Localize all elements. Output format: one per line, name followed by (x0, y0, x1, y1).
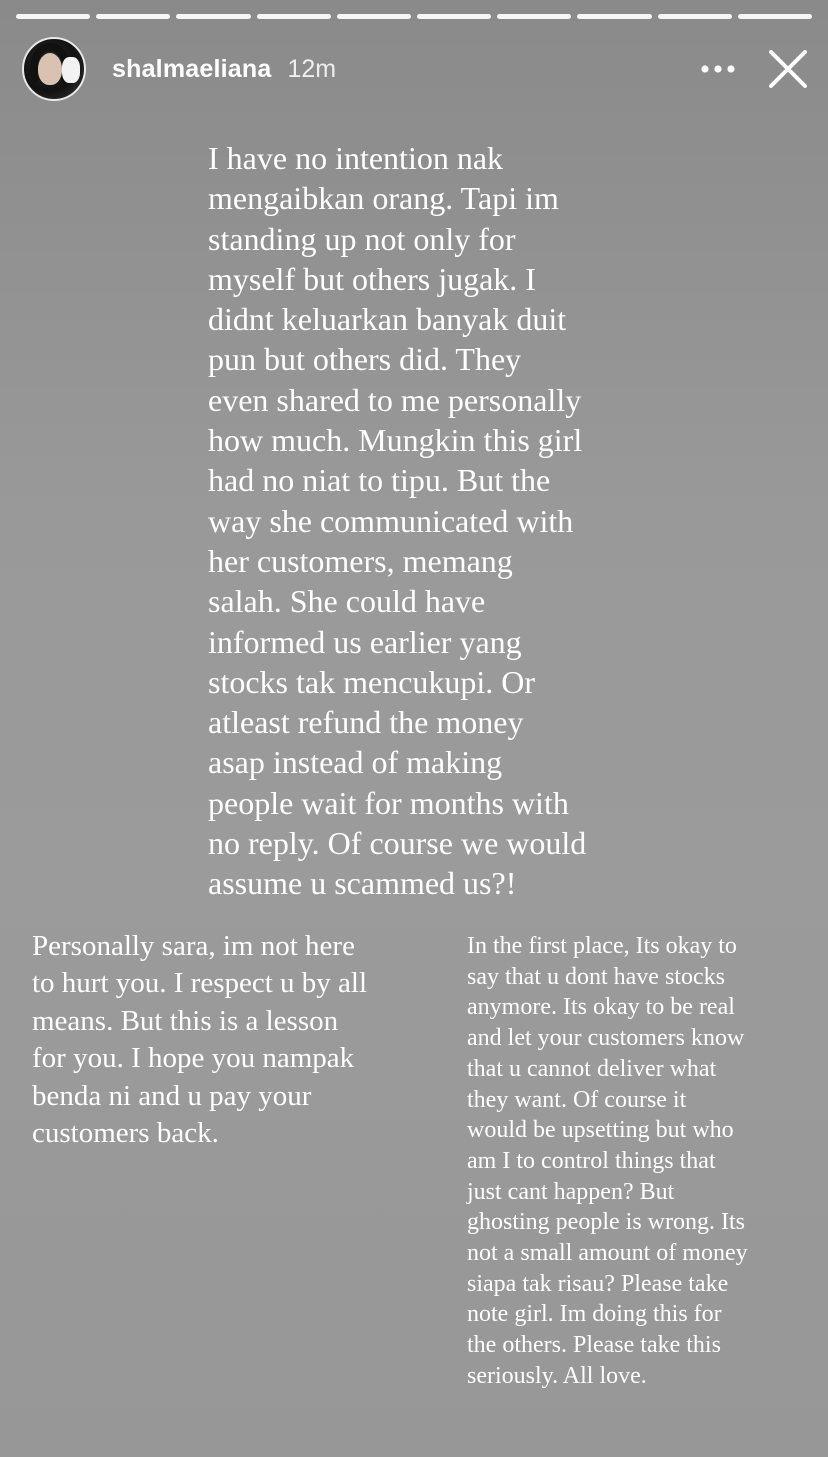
story-text-right: In the first place, Its okay to say that u dont have stocks anymore. Its okay to be real and let your customers know that u cannot deliver what they want. Of course it would be upsetting but who am I to control things that just cant happen? But ghosting people is wrong. Its not a small amount of money siapa tak risau? Please take note girl. Im doing this for the others. Please take this seriously. All love. (467, 933, 748, 1389)
progress-segment (577, 14, 651, 19)
avatar-face (38, 53, 62, 85)
progress-segment (658, 14, 732, 19)
more-options-button[interactable] (694, 45, 742, 93)
story-header (22, 36, 812, 102)
story-text-left: Personally sara, im not here to hurt you. I respect u by all means. But this is a lesson for you. I hope you nampak benda ni and u pay your customers back. (32, 930, 368, 1150)
timestamp: 12m (287, 54, 337, 83)
avatar[interactable] (22, 37, 86, 101)
story-text-main: I have no intention nak mengaibkan orang. Tapi im standing up not only for myself but others jugak. I didnt keluarkan banyak duit pun but others did. They even shared to me personally how much. Mungkin this girl had no niat to tipu. But the way she communicated with her customers, memang salah. She could have informed us earlier yang stocks tak mencukupi. Or atleast refund the money asap instead of making people wait for months with no reply. Of course we would assume u scammed us?! (208, 140, 587, 902)
more-horizontal-icon (701, 64, 735, 74)
progress-segment (96, 14, 170, 19)
progress-segment (497, 14, 571, 19)
close-button[interactable] (764, 45, 812, 93)
progress-segment (257, 14, 331, 19)
progress-segment (738, 14, 812, 19)
progress-segment (417, 14, 491, 19)
username[interactable]: shalmaeliana (112, 54, 272, 83)
story-progress-bar (16, 14, 812, 19)
avatar-hand (62, 57, 80, 83)
progress-segment (176, 14, 250, 19)
progress-segment (337, 14, 411, 19)
close-icon (768, 49, 808, 89)
progress-segment (16, 14, 90, 19)
